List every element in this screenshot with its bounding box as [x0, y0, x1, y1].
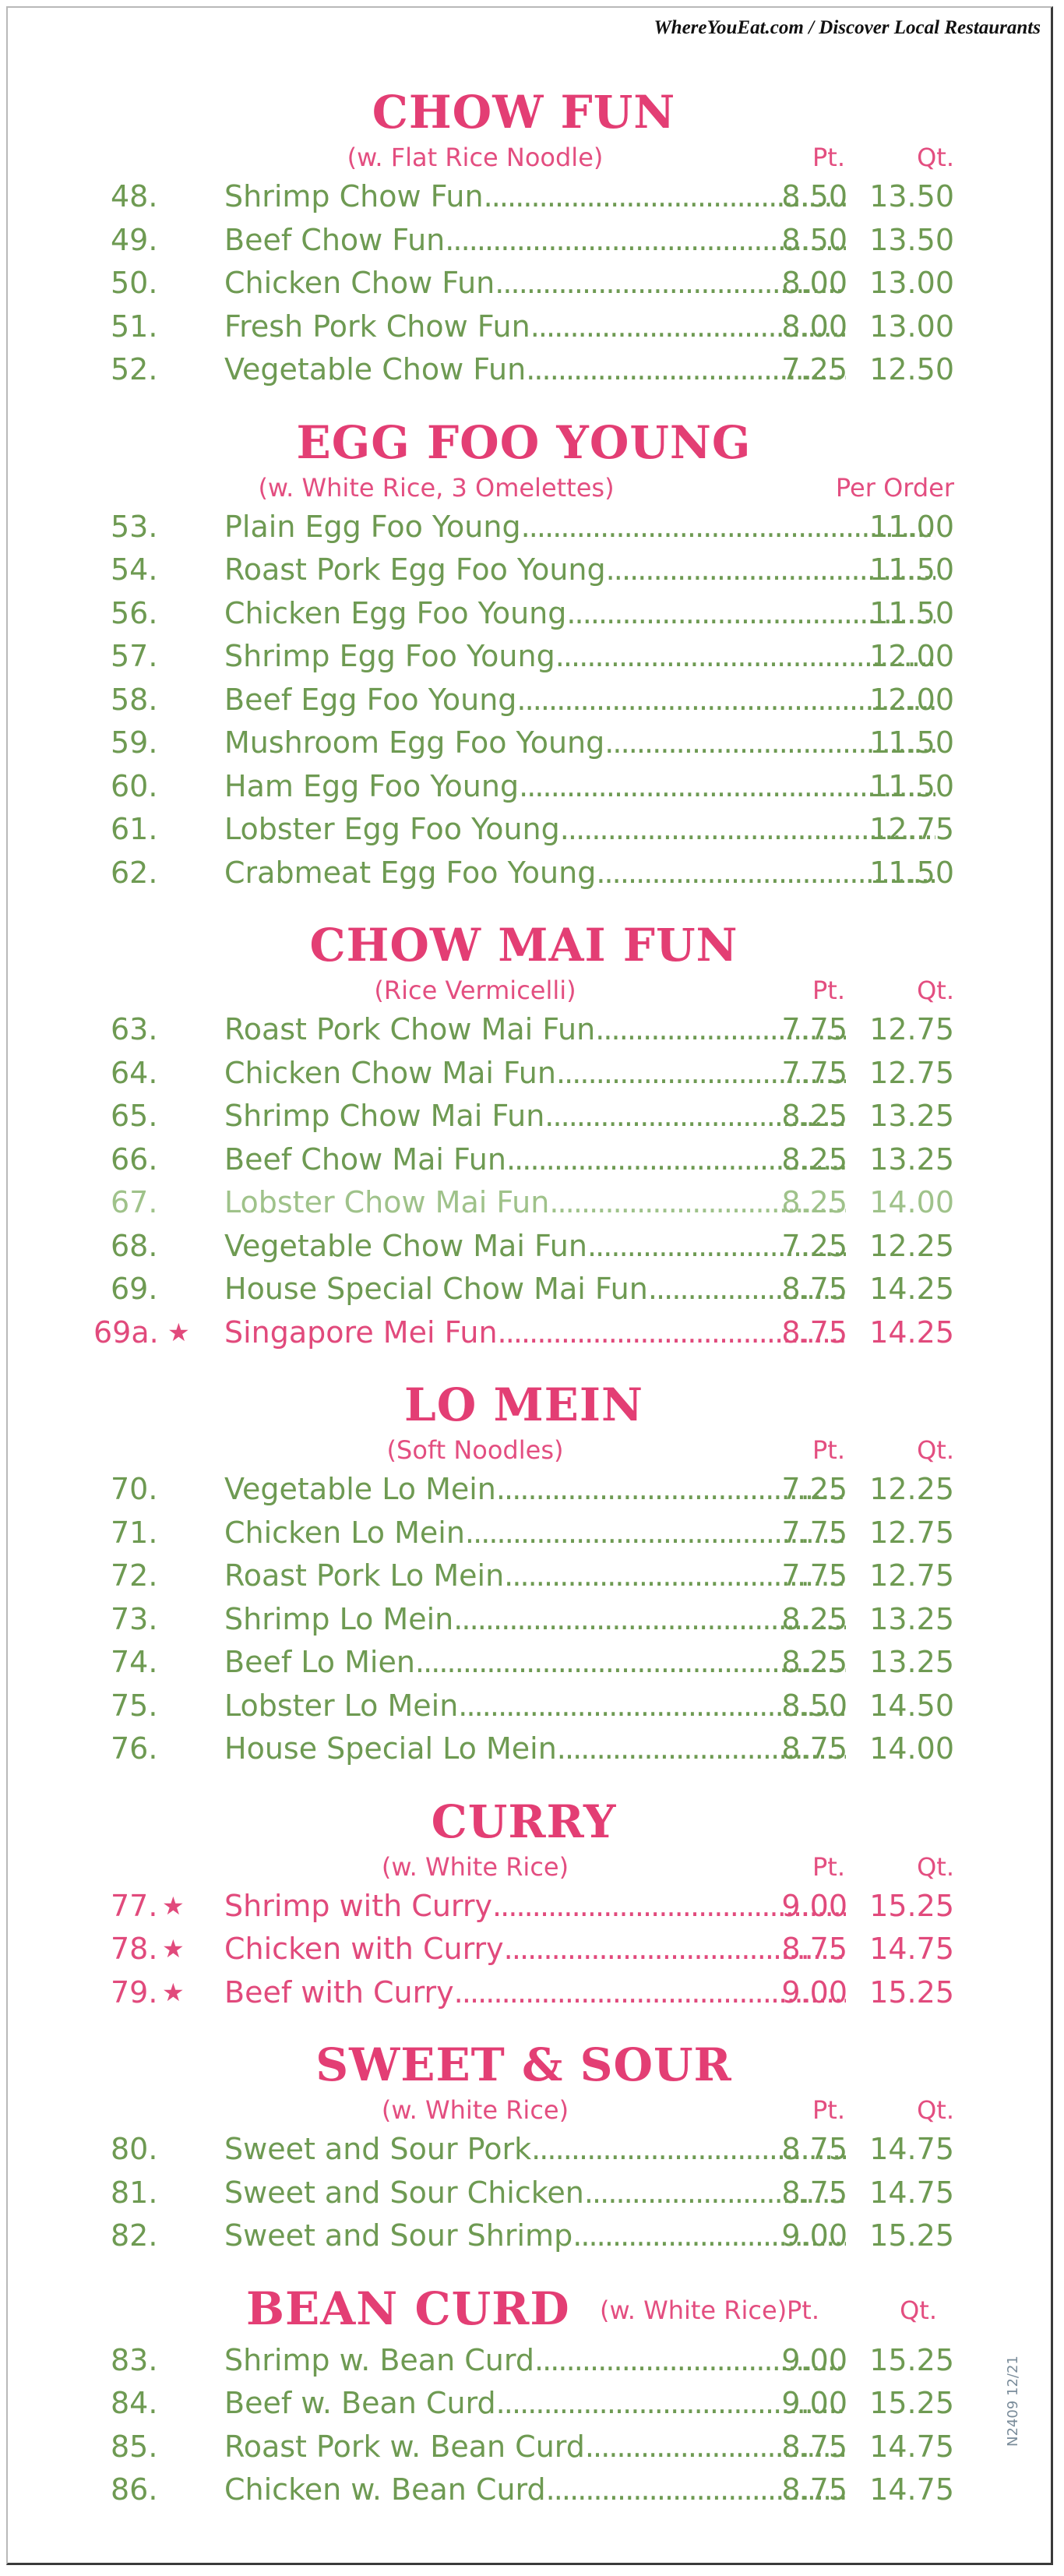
item-price: 11.50 [869, 768, 954, 803]
item-price-quart: 14.75 [869, 2429, 954, 2464]
menu-item [93, 2426, 954, 2469]
section-chow-mai-fun [93, 915, 954, 1354]
item-price-pint: 8.25 [781, 1185, 847, 1219]
item-name: House Special Lo Mein [224, 1731, 557, 1766]
section-subheader [93, 1852, 954, 1885]
section-subtitle: (w. White Rice) [381, 2095, 569, 2125]
section-subtitle: (Rice Vermicelli) [374, 976, 576, 1005]
item-price-quart: 15.25 [869, 2218, 954, 2253]
item-number: 61. [111, 812, 158, 846]
item-number: 78. [111, 1932, 158, 1966]
item-name: Roast Pork Lo Mein [224, 1558, 505, 1593]
item-name: Sweet and Sour Shrimp [224, 2218, 573, 2253]
item-name: Shrimp Lo Mein [224, 1601, 454, 1636]
spicy-star-icon: ★ [167, 1317, 190, 1347]
item-number: 51. [111, 309, 158, 344]
item-name: Roast Pork Chow Mai Fun [224, 1012, 596, 1046]
menu-item [93, 765, 954, 809]
item-price-quart: 14.00 [869, 1731, 954, 1766]
item-price-pint: 8.00 [781, 266, 847, 300]
menu-item [93, 506, 954, 549]
item-number: 82. [111, 2218, 158, 2253]
menu-item [93, 1268, 954, 1311]
item-price-pint: 8.75 [781, 1932, 847, 1966]
section-curry [93, 1791, 954, 2015]
spicy-star-icon: ★ [162, 1890, 185, 1921]
item-number: 62. [111, 855, 158, 890]
item-number: 64. [111, 1055, 158, 1090]
menu-item [93, 1727, 954, 1771]
item-price-pint: 7.75 [781, 1515, 847, 1550]
item-price-pint: 7.25 [781, 352, 847, 386]
item-name: Chicken w. Bean Curd [224, 2472, 546, 2507]
menu-item [93, 1052, 954, 1096]
menu-item [93, 679, 954, 722]
item-price-pint: 8.75 [781, 2429, 847, 2464]
spicy-star-icon: ★ [162, 1977, 185, 2007]
item-name: Chicken Chow Mai Fun [224, 1055, 556, 1090]
item-number: 74. [111, 1645, 158, 1679]
column-pint: Pt. [812, 976, 845, 1005]
menu-item [93, 592, 954, 636]
column-quart: Qt. [900, 2295, 937, 2325]
item-name: Fresh Pork Chow Fun [224, 309, 530, 344]
item-price-quart: 13.50 [869, 179, 954, 213]
menu-item [93, 549, 954, 592]
menu-item [93, 808, 954, 852]
item-number: 50. [111, 266, 158, 300]
item-price-pint: 7.75 [781, 1055, 847, 1090]
item-number: 59. [111, 725, 158, 760]
item-price: 11.50 [869, 595, 954, 630]
column-quart: Qt. [917, 1435, 954, 1465]
item-price-quart: 13.00 [869, 266, 954, 300]
menu-item [93, 2172, 954, 2215]
menu-item [93, 635, 954, 679]
section-subtitle: (w. White Rice) [381, 1851, 569, 1882]
item-name: Roast Pork Egg Foo Young [224, 552, 606, 587]
menu-item [93, 1095, 954, 1138]
item-price-pint: 8.25 [781, 1601, 847, 1636]
item-name: Chicken Chow Fun [224, 266, 495, 300]
column-quart: Qt. [917, 1851, 954, 1882]
item-price-quart: 14.25 [869, 1272, 954, 1306]
section-lo-mein [93, 1374, 954, 1771]
item-number: 71. [111, 1515, 158, 1550]
item-number: 56. [111, 595, 158, 630]
item-name: Roast Pork w. Bean Curd [224, 2429, 585, 2464]
menu-item [93, 2382, 954, 2426]
item-price-pint: 8.75 [781, 2175, 847, 2210]
item-number: 69. [111, 1272, 158, 1306]
menu-item [93, 1008, 954, 1052]
menu-item [93, 305, 954, 349]
column-pint: Pt. [812, 1435, 845, 1465]
item-number: 48. [111, 179, 158, 213]
section-subtitle: (w. White Rice) [600, 2295, 787, 2325]
item-price-pint: 7.75 [781, 1012, 847, 1046]
item-name: Beef with Curry [224, 1974, 454, 2010]
item-price-pint: 8.50 [781, 222, 847, 257]
item-number: 85. [111, 2429, 158, 2464]
section-subheader [93, 2095, 954, 2128]
item-number: 73. [111, 1601, 158, 1636]
item-name: Singapore Mei Fun [224, 1314, 498, 1350]
item-number: 86. [111, 2472, 158, 2507]
section-subtitle: (Soft Noodles) [386, 1435, 564, 1465]
item-price-pint: 9.00 [781, 1888, 847, 1923]
menu-item [93, 1554, 954, 1598]
item-number: 66. [111, 1142, 158, 1177]
menu-item-spicy [93, 1311, 954, 1355]
item-name: Vegetable Chow Fun [224, 352, 527, 386]
item-price-pint: 9.00 [781, 2386, 847, 2420]
section-title: CHOW FUN [372, 86, 676, 139]
item-price-pint: 7.25 [781, 1472, 847, 1506]
item-price-quart: 14.75 [869, 2472, 954, 2507]
item-number: 72. [111, 1558, 158, 1593]
item-number: 60. [111, 768, 158, 803]
item-number: 79. [111, 1974, 158, 2010]
item-name: Vegetable Chow Mai Fun [224, 1228, 587, 1263]
item-number: 77. [111, 1888, 158, 1923]
section-title: SWEET & SOUR [315, 2038, 732, 2091]
item-price-quart: 14.00 [869, 1185, 954, 1219]
item-price-pint: 7.75 [781, 1558, 847, 1593]
item-number: 70. [111, 1472, 158, 1506]
item-price-pint: 8.25 [781, 1645, 847, 1679]
section-title: EGG FOO YOUNG [296, 415, 752, 469]
section-sweet-and-sour [93, 2034, 954, 2258]
item-number: 80. [111, 2132, 158, 2166]
item-price-quart: 14.75 [869, 1932, 954, 1966]
menu-item [93, 219, 954, 263]
item-number: 52. [111, 352, 158, 386]
item-name: Beef w. Bean Curd [224, 2386, 496, 2420]
spicy-star-icon: ★ [162, 1934, 185, 1964]
menu-item [93, 1138, 954, 1182]
item-price-quart: 12.75 [869, 1558, 954, 1593]
item-number: 54. [111, 552, 158, 587]
menu-item [93, 1512, 954, 1555]
menu-item [93, 852, 954, 895]
item-number: 49. [111, 222, 158, 257]
item-price-quart: 12.50 [869, 352, 954, 386]
item-price-quart: 12.75 [869, 1055, 954, 1090]
item-price-quart: 13.00 [869, 309, 954, 344]
section-subtitle: (w. Flat Rice Noodle) [347, 143, 604, 172]
item-number: 76. [111, 1731, 158, 1766]
item-price-pint: 9.00 [781, 1974, 847, 2010]
item-price-pint: 9.00 [781, 2342, 847, 2377]
menu-item [93, 1225, 954, 1269]
item-price-pint: 7.25 [781, 1228, 847, 1263]
menu-item [93, 1641, 954, 1685]
item-price-quart: 13.25 [869, 1142, 954, 1177]
item-price-quart: 12.75 [869, 1012, 954, 1046]
item-name: Sweet and Sour Pork [224, 2132, 532, 2166]
item-number: 75. [111, 1688, 158, 1723]
menu-item-spicy [93, 1971, 954, 2015]
item-name: Beef Chow Mai Fun [224, 1142, 506, 1177]
item-name: Shrimp Chow Fun [224, 179, 484, 213]
item-price-quart: 13.25 [869, 1645, 954, 1679]
item-price-pint: 8.00 [781, 309, 847, 344]
item-price: 11.50 [869, 725, 954, 760]
item-price-pint: 8.25 [781, 1142, 847, 1177]
item-price: 11.50 [869, 552, 954, 587]
site-header[interactable]: WhereYouEat.com / Discover Local Restaurants [654, 17, 1041, 38]
menu-item [93, 262, 954, 305]
menu-item [93, 722, 954, 765]
item-price-pint: 8.75 [781, 2132, 847, 2166]
column-pint: Pt. [812, 143, 845, 172]
item-name: Crabmeat Egg Foo Young [224, 855, 597, 890]
item-name: Sweet and Sour Chicken [224, 2175, 584, 2210]
menu-item-spicy [93, 1928, 954, 1971]
item-name: Ham Egg Foo Young [224, 768, 520, 803]
item-name: Beef Lo Mien [224, 1645, 415, 1679]
item-name: Beef Chow Fun [224, 222, 446, 257]
item-name: Chicken Lo Mein [224, 1515, 465, 1550]
menu-item [93, 1685, 954, 1728]
item-price-quart: 13.25 [869, 1601, 954, 1636]
item-price: 11.50 [869, 855, 954, 890]
item-number: 63. [111, 1012, 158, 1046]
item-name: Shrimp w. Bean Curd [224, 2342, 534, 2377]
item-number: 84. [111, 2386, 158, 2420]
item-price-quart: 14.50 [869, 1688, 954, 1723]
item-price-pint: 8.75 [781, 1314, 847, 1350]
menu-item [93, 1598, 954, 1642]
item-price-quart: 12.25 [869, 1472, 954, 1506]
item-price-quart: 13.25 [869, 1099, 954, 1133]
column-per-order: Per Order [835, 472, 954, 503]
item-price-quart: 15.25 [869, 1974, 954, 2010]
item-name: Beef Egg Foo Young [224, 682, 517, 717]
column-pint: Pt. [812, 1851, 845, 1882]
item-number: 57. [111, 639, 158, 673]
item-price-pint: 8.25 [781, 1099, 847, 1133]
menu-item [93, 2339, 954, 2383]
column-quart: Qt. [917, 143, 954, 172]
item-price-quart: 15.25 [869, 2386, 954, 2420]
item-name: Chicken with Curry [224, 1932, 504, 1966]
menu-item-spicy [93, 1885, 954, 1928]
item-name: Mushroom Egg Foo Young [224, 725, 605, 760]
menu-item [93, 1181, 954, 1225]
section-subheader [93, 473, 954, 506]
section-title: CHOW MAI FUN [309, 919, 738, 972]
item-price-quart: 14.75 [869, 2132, 954, 2166]
item-price: 12.00 [869, 639, 954, 673]
item-name: Shrimp Egg Foo Young [224, 639, 555, 673]
item-name: Plain Egg Foo Young [224, 509, 521, 544]
item-name: Lobster Chow Mai Fun [224, 1185, 550, 1219]
item-name: House Special Chow Mai Fun [224, 1272, 648, 1306]
item-price-quart: 14.25 [869, 1314, 954, 1350]
item-price: 11.00 [869, 509, 954, 544]
section-subtitle: (w. White Rice, 3 Omelettes) [258, 472, 615, 503]
item-name: Shrimp Chow Mai Fun [224, 1099, 545, 1133]
section-subheader [93, 143, 954, 175]
item-name: Lobster Lo Mein [224, 1688, 459, 1723]
item-price-pint: 8.50 [781, 179, 847, 213]
item-price-pint: 9.00 [781, 2218, 847, 2253]
section-title: CURRY [431, 1794, 617, 1848]
item-price-quart: 15.25 [869, 2342, 954, 2377]
column-pint: Pt. [812, 2095, 845, 2125]
column-quart: Qt. [917, 976, 954, 1005]
menu-body [93, 82, 954, 2512]
item-price-quart: 15.25 [869, 1888, 954, 1923]
item-name: Chicken Egg Foo Young [224, 595, 567, 630]
item-price-quart: 12.25 [869, 1228, 954, 1263]
item-price: 12.00 [869, 682, 954, 717]
item-name: Vegetable Lo Mein [224, 1472, 496, 1506]
column-pint: Pt. [787, 2295, 820, 2325]
item-number: 68. [111, 1228, 158, 1263]
menu-item [93, 175, 954, 219]
column-quart: Qt. [917, 2095, 954, 2125]
menu-item [93, 2128, 954, 2172]
item-price-pint: 8.75 [781, 1731, 847, 1766]
item-number: 69a. [93, 1314, 159, 1350]
print-code: N2409 12/21 [1005, 2355, 1021, 2447]
menu-item [93, 1468, 954, 1512]
section-subheader [93, 1435, 954, 1468]
menu-item [93, 2468, 954, 2512]
item-price-pint: 8.75 [781, 1272, 847, 1306]
item-name: Lobster Egg Foo Young [224, 812, 560, 846]
item-number: 65. [111, 1099, 158, 1133]
item-price: 12.75 [869, 812, 954, 846]
item-number: 67. [111, 1185, 158, 1219]
section-bean-curd [93, 2278, 954, 2512]
item-number: 58. [111, 682, 158, 717]
item-number: 53. [111, 509, 158, 544]
section-header [93, 2278, 954, 2339]
item-price-pint: 8.75 [781, 2472, 847, 2507]
item-number: 83. [111, 2342, 158, 2377]
item-price-pint: 8.50 [781, 1688, 847, 1723]
item-number: 81. [111, 2175, 158, 2210]
section-chow-fun [93, 82, 954, 392]
section-title: LO MEIN [403, 1378, 644, 1431]
section-egg-foo-young [93, 412, 954, 895]
item-price-quart: 12.75 [869, 1515, 954, 1550]
item-price-quart: 14.75 [869, 2175, 954, 2210]
section-subheader [93, 976, 954, 1008]
item-name: Shrimp with Curry [224, 1888, 492, 1923]
menu-item [93, 348, 954, 392]
menu-item [93, 2214, 954, 2258]
item-price-quart: 13.50 [869, 222, 954, 257]
section-title: BEAN CURD [246, 2281, 570, 2335]
